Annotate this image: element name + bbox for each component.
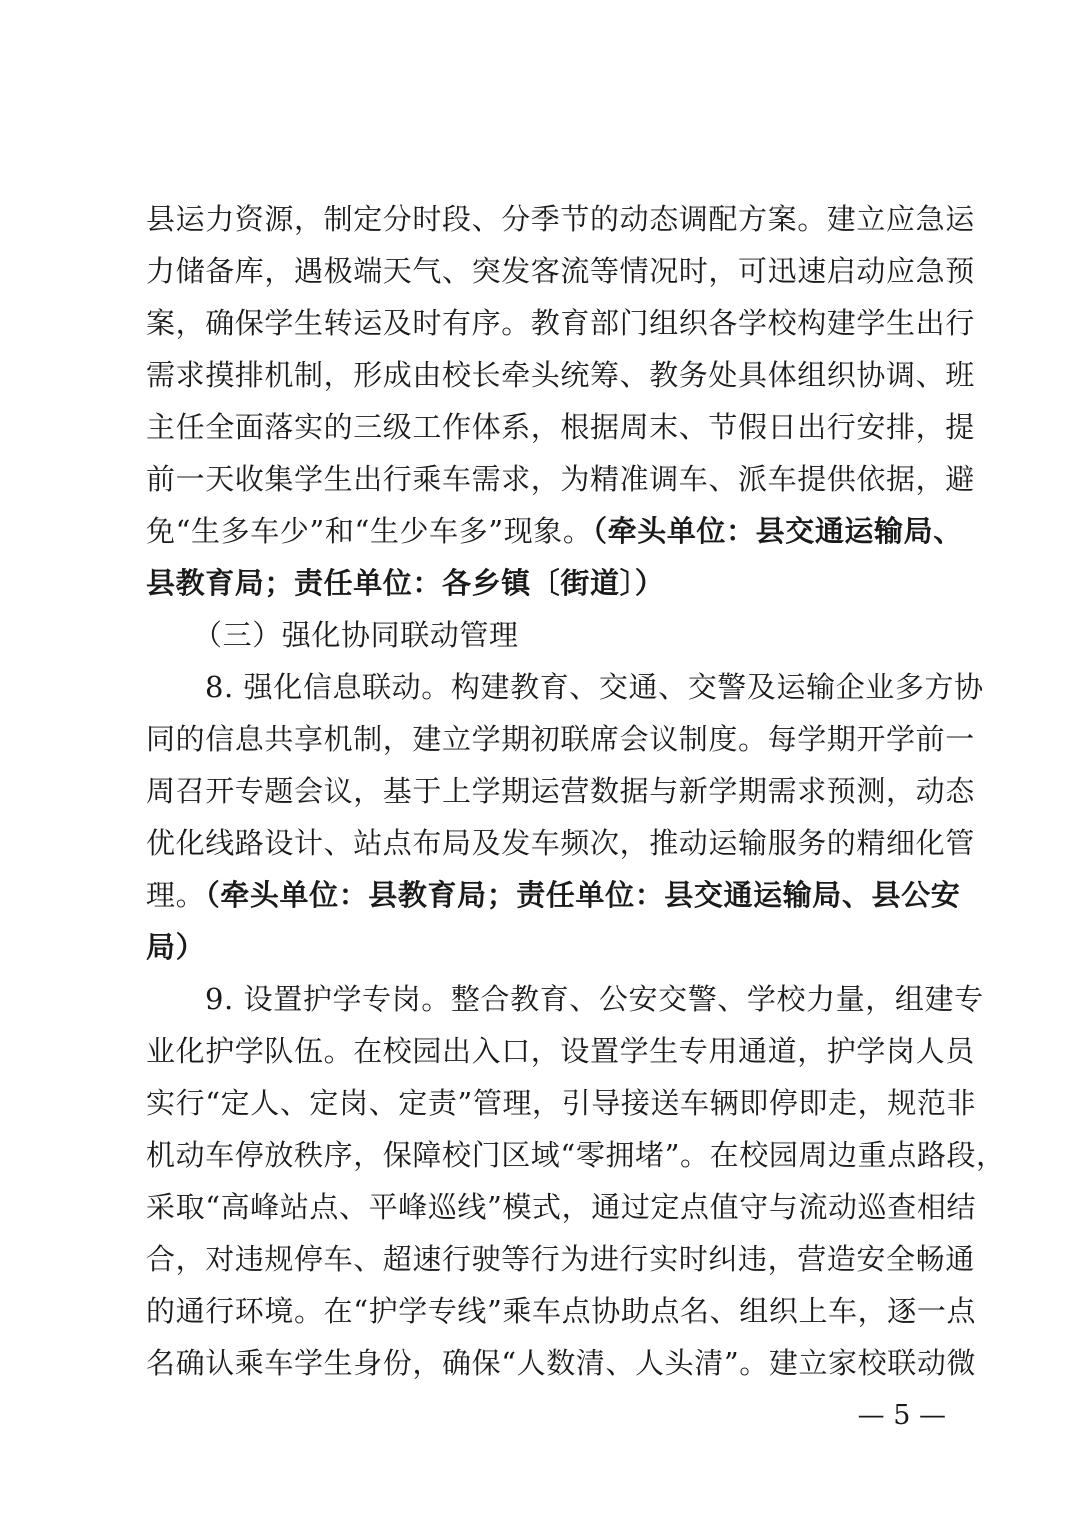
item-9-line: 名确认乘车学生身份，确保“人数清、人头清”。建立家校联动微 [146,1346,977,1380]
item-9-line: 业化护学队伍。在校园出入口，设置学生专用通道，护学岗人员 [146,1034,975,1068]
item-9-line: 的通行环境。在“护学专线”乘车点协助点名、组织上车，逐一点 [146,1294,977,1328]
paragraph-line: 需求摸排机制，形成由校长牵头统筹、教务处具体组织协调、班 [146,358,975,392]
item-9-line: 实行“定人、定岗、定责”管理，引导接送车辆即停即走，规范非 [146,1086,977,1120]
item-9-line: 合，对违规停车、超速行驶等行为进行实时纠违，营造安全畅通 [146,1242,975,1276]
item-8-line: 周召开专题会议，基于上学期运营数据与新学期需求预测，动态 [146,774,975,808]
section-heading: （三）强化协同联动管理 [193,618,519,652]
item-9-line: 9. 设置护学专岗。整合教育、公安交警、学校力量，组建专 [205,982,984,1016]
responsible-units-note: 县教育局；责任单位：各乡镇〔街道〕） [146,566,665,600]
responsible-units-note: （牵头单位：县交通运输局、 [592,514,963,548]
item-8-line: 优化线路设计、站点布局及发车频次，推动运输服务的精细化管 [146,826,975,860]
item-9-line: 机动车停放秩序，保障校门区域“零拥堵”。在校园周边重点路段， [146,1138,1006,1172]
item-8-line: 8. 强化信息联动。构建教育、交通、交警及运输企业多方协 [205,670,984,704]
item-8-line [146,870,961,920]
paragraph-line: 县运力资源，制定分时段、分季节的动态调配方案。建立应急运 [146,202,975,236]
paragraph-line: 力储备库，遇极端天气、突发客流等情况时，可迅速启动应急预 [146,254,975,288]
paragraph-line: 案，确保学生转运及时有序。教育部门组织各学校构建学生出行 [146,306,975,340]
responsible-units-note: （牵头单位：县教育局；责任单位：县交通运输局、县公安 [205,878,961,912]
item-9-line: 采取“高峰站点、平峰巡线”模式，通过定点值守与流动巡查相结 [146,1190,977,1224]
paragraph-line: 前一天收集学生出行乘车需求，为精准调车、派车提供依据，避 [146,462,975,496]
paragraph-line [146,506,963,556]
item-8-line: 同的信息共享机制，建立学期初联席会议制度。每学期开学前一 [146,722,975,756]
responsible-units-note: 局） [146,930,206,964]
paragraph-line: 主任全面落实的三级工作体系，根据周末、节假日出行安排，提 [146,410,975,444]
item-8-text: 理。 [146,878,206,912]
paragraph-text: 免“生多车少”和“生少车多”现象。 [146,514,593,548]
page-number: — 5 — [857,1400,946,1431]
